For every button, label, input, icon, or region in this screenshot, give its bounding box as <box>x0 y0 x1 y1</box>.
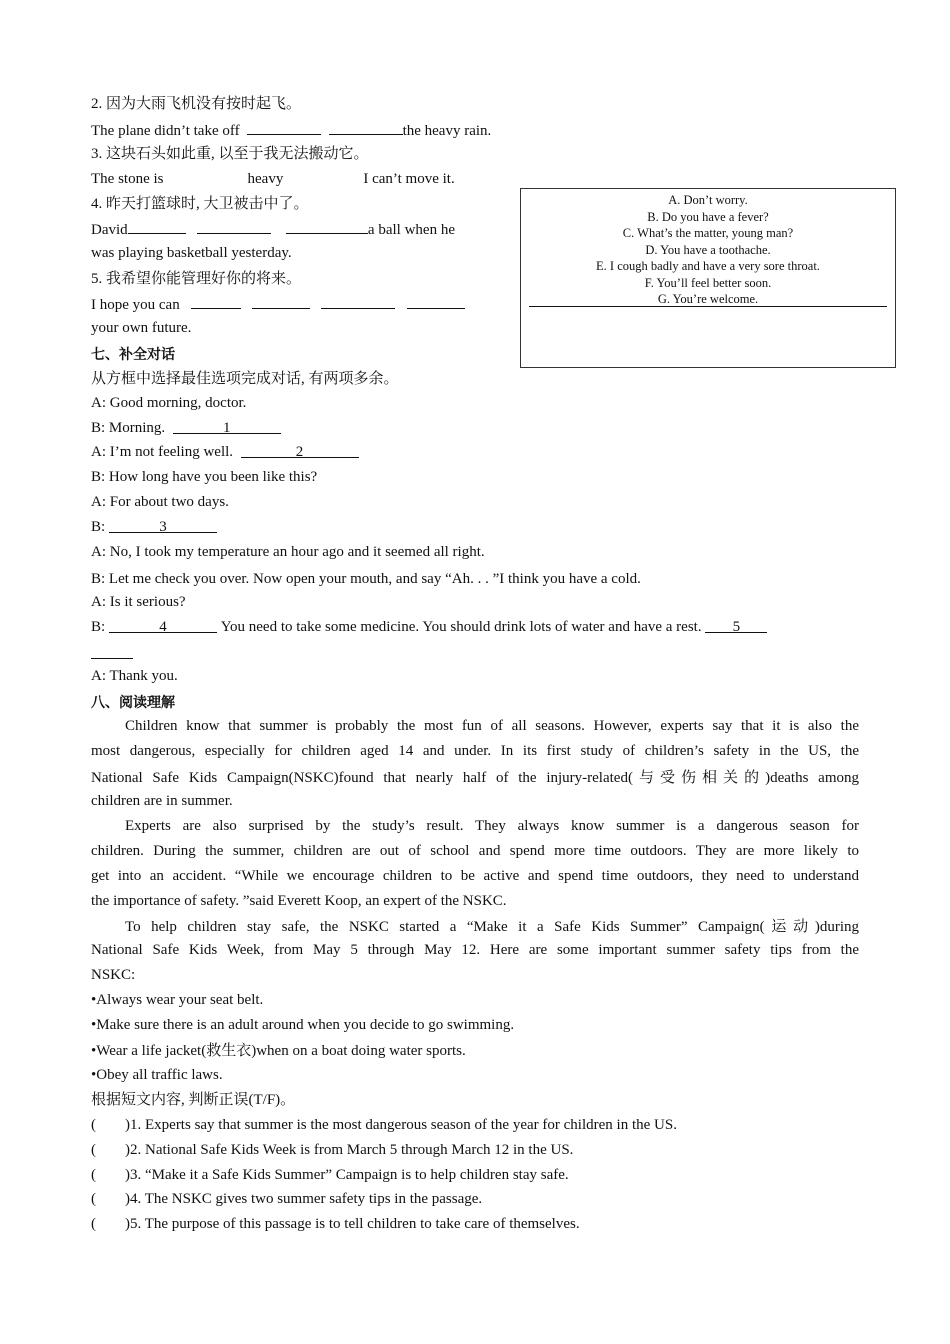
answer-blank[interactable] <box>197 218 271 234</box>
q4-english: David a ball when he <box>91 218 455 240</box>
tf-question-4: ( )4. The NSKC gives two summer safety tips in the passage. <box>91 1191 483 1207</box>
answer-slot[interactable]: ( <box>91 1191 96 1207</box>
q4-english-cont: was playing basketball yesterday. <box>91 245 292 261</box>
dialog-line: A: For about two days. <box>91 494 229 510</box>
dialog-blank-5[interactable]: 5 <box>705 617 767 633</box>
dialog-blank-2[interactable]: 2 <box>241 442 359 458</box>
q3-english: The stone is heavy I can’t move it. <box>91 171 455 187</box>
answer-slot[interactable]: ( <box>91 1117 96 1133</box>
section7-heading: 七、补全对话 <box>91 347 175 363</box>
tf-question-3: ( )3. “Make it a Safe Kids Summer” Campaign is to help children stay safe. <box>91 1167 569 1183</box>
safety-tip: •Make sure there is an adult around when you decide to go swimming. <box>91 1017 515 1033</box>
answer-blank[interactable] <box>128 218 186 234</box>
option-e: E. I cough badly and have a very sore throat. <box>596 259 820 273</box>
q5-english-cont: your own future. <box>91 320 192 336</box>
passage-line: the importance of safety. ”said Everett Koop, an expert of the NSKC. <box>91 893 507 909</box>
answer-blank[interactable] <box>164 169 248 183</box>
option-b: B. Do you have a fever? <box>647 209 769 224</box>
dialog-line: A: Good morning, doctor. <box>91 395 247 411</box>
safety-tip: •Always wear your seat belt. <box>91 992 264 1008</box>
dialog-blank-3[interactable]: 3 <box>109 517 217 533</box>
answer-blank[interactable] <box>252 293 310 309</box>
passage-line: NSKC: <box>91 967 136 983</box>
answer-blank[interactable] <box>91 643 133 659</box>
dialog-line: B: 3 <box>91 517 217 537</box>
options-list <box>521 192 895 308</box>
section7-instruction: 从方框中选择最佳选项完成对话, 有两项多余。 <box>91 371 399 387</box>
q3-chinese: 3. 这块石头如此重, 以至于我无法搬动它。 <box>91 146 369 162</box>
answer-blank[interactable] <box>286 218 368 234</box>
q5-chinese: 5. 我希望你能管理好你的将来。 <box>91 271 302 287</box>
section8-heading: 八、阅读理解 <box>91 695 175 711</box>
dialog-line: A: Thank you. <box>91 668 178 684</box>
safety-tip: •Wear a life jacket(救生衣)when on a boat doing water sports. <box>91 1043 466 1059</box>
option-g: G. You’re welcome. <box>657 292 759 306</box>
option-a: A. Don’t worry. <box>668 193 748 207</box>
tf-question-5: ( )5. The purpose of this passage is to tell children to take care of themselves. <box>91 1216 580 1232</box>
q2-chinese: 2. 因为大雨飞机没有按时起飞。 <box>91 96 302 112</box>
q4-chinese: 4. 昨天打篮球时, 大卫被击中了。 <box>91 196 309 212</box>
option-c: C. What’s the matter, young man? <box>622 226 794 240</box>
safety-tip: •Obey all traffic laws. <box>91 1067 223 1083</box>
answer-slot[interactable]: ( <box>91 1216 96 1232</box>
tf-instruction: 根据短文内容, 判断正误(T/F)。 <box>91 1092 296 1108</box>
dialog-line: B: How long have you been like this? <box>91 469 318 485</box>
passage-line: Children know that summer is probably the most fun of all seasons. However, experts say that it is also the <box>125 718 859 734</box>
q5-english: I hope you can <box>91 293 465 315</box>
answer-blank[interactable] <box>329 119 403 135</box>
passage-line: To help children stay safe, the NSKC started a “Make it a Safe Kids Summer” Campaign(运动)during <box>125 919 859 935</box>
answer-blank[interactable] <box>321 293 395 309</box>
answer-blank[interactable] <box>407 293 465 309</box>
passage-line: most dangerous, especially for children aged 14 and under. In its first study of children’s safety in the US, the <box>91 743 859 759</box>
passage-line: Experts are also surprised by the study’s result. They always know summer is a dangerous season for <box>125 818 859 834</box>
answer-slot[interactable]: ( <box>91 1167 96 1183</box>
answer-blank[interactable] <box>283 169 363 183</box>
dialog-line: B: Let me check you over. Now open your mouth, and say “Ah. . . ”I think you have a cold. <box>91 571 641 587</box>
tf-question-2: ( )2. National Safe Kids Week is from March 5 through March 12 in the US. <box>91 1142 574 1158</box>
dialog-line: A: No, I took my temperature an hour ago and it seemed all right. <box>91 544 485 560</box>
passage-line: National Safe Kids Campaign(NSKC)found that nearly half of the injury-related(与受伤相关的)deaths among <box>91 770 859 786</box>
options-box <box>520 188 896 368</box>
passage-line: National Safe Kids Week, from May 5 through May 12. Here are some important summer safety tips from the <box>91 942 859 958</box>
option-f: F. You’ll feel better soon. <box>644 275 772 290</box>
dialog-blank-4[interactable]: 4 <box>109 617 217 633</box>
answer-blank[interactable] <box>247 119 321 135</box>
passage-line: children. During the summer, children are out of school and spend more time outdoors. They are more likely to <box>91 843 859 859</box>
passage-line: get into an accident. “While we encourage children to be active and spend time outdoors, they need to understand <box>91 868 859 884</box>
dialog-blank-1[interactable]: 1 <box>173 418 281 434</box>
options-divider <box>529 306 887 307</box>
option-d: D. You have a toothache. <box>645 242 771 257</box>
answer-slot[interactable]: ( <box>91 1142 96 1158</box>
passage-line: children are in summer. <box>91 793 233 809</box>
tf-question-1: ( )1. Experts say that summer is the most dangerous season of the year for children in the US. <box>91 1117 677 1133</box>
dialog-line: A: Is it serious? <box>91 594 186 610</box>
dialog-line: A: I’m not feeling well. 2 <box>91 442 359 462</box>
dialog-line: B: Morning. 1 <box>91 418 281 438</box>
dialog-line: B: 4 You need to take some medicine. You should drink lots of water and have a rest. 5 <box>91 617 767 637</box>
q2-english: The plane didn’t take off the heavy rain. <box>91 119 491 141</box>
answer-blank[interactable] <box>191 293 241 309</box>
dialog-blank-5-cont <box>91 643 133 665</box>
